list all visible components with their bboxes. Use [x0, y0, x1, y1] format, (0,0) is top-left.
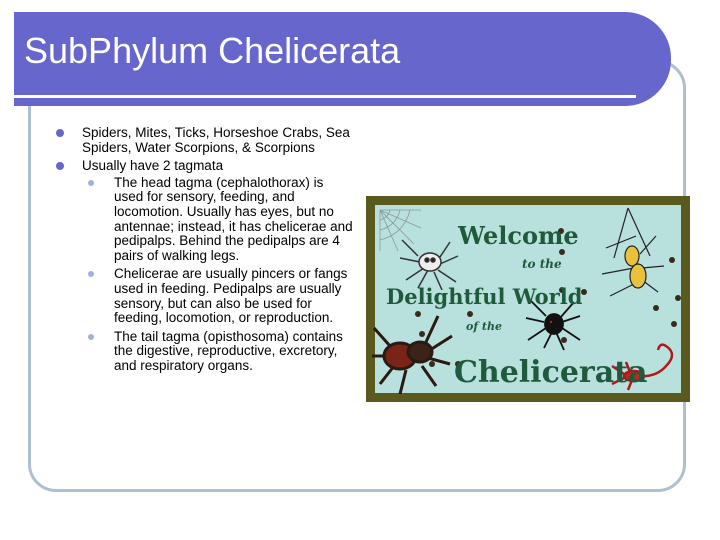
chelicerata-text: Chelicerata [454, 355, 648, 390]
bullet-dot-icon [56, 162, 64, 170]
sub-bullet-dot-icon [88, 271, 94, 277]
bullet-item [56, 159, 356, 373]
sub-bullet-item [82, 267, 356, 325]
sub-bullet-dot-icon [88, 180, 94, 186]
of-the-text: of the [466, 320, 502, 333]
delightful-world-text: Delightful World [386, 284, 583, 309]
sub-bullet-text: Chelicerae are usually pincers or fangs used in feeding. Pedipalps are usually sensory, but can also be used for feeding, locomotion, or reproduction. [114, 266, 348, 326]
bullet-item [56, 126, 356, 155]
sub-bullet-text: The head tagma (cephalothorax) is used for sensory, feeding, and locomotion. Usually has eyes, but no antennae; instead, it has chelicerae and pedipalps. Behind the pedipalps are 4 pairs of walking legs. [114, 174, 353, 263]
bullet-dot-icon [56, 129, 64, 137]
title-underline [14, 95, 636, 98]
slide-title: SubPhylum Chelicerata [24, 30, 401, 71]
sub-bullet-text: The tail tagma (opisthosoma) contains the digestive, reproductive, excretory, and respiratory organs. [114, 328, 343, 373]
chelicerata-welcome-image [366, 196, 690, 402]
bullet-text: Spiders, Mites, Ticks, Horseshoe Crabs, Sea Spiders, Water Scorpions, & Scorpions [82, 125, 350, 155]
sub-bullet-dot-icon [88, 334, 94, 340]
bullet-text: Usually have 2 tagmata [82, 158, 224, 174]
sub-bullet-item [82, 330, 356, 374]
sub-bullet-item [82, 176, 356, 264]
bullet-list [56, 126, 356, 378]
sub-bullet-list [82, 176, 356, 374]
welcome-text: Welcome [458, 221, 579, 250]
to-the-text: to the [522, 257, 562, 271]
